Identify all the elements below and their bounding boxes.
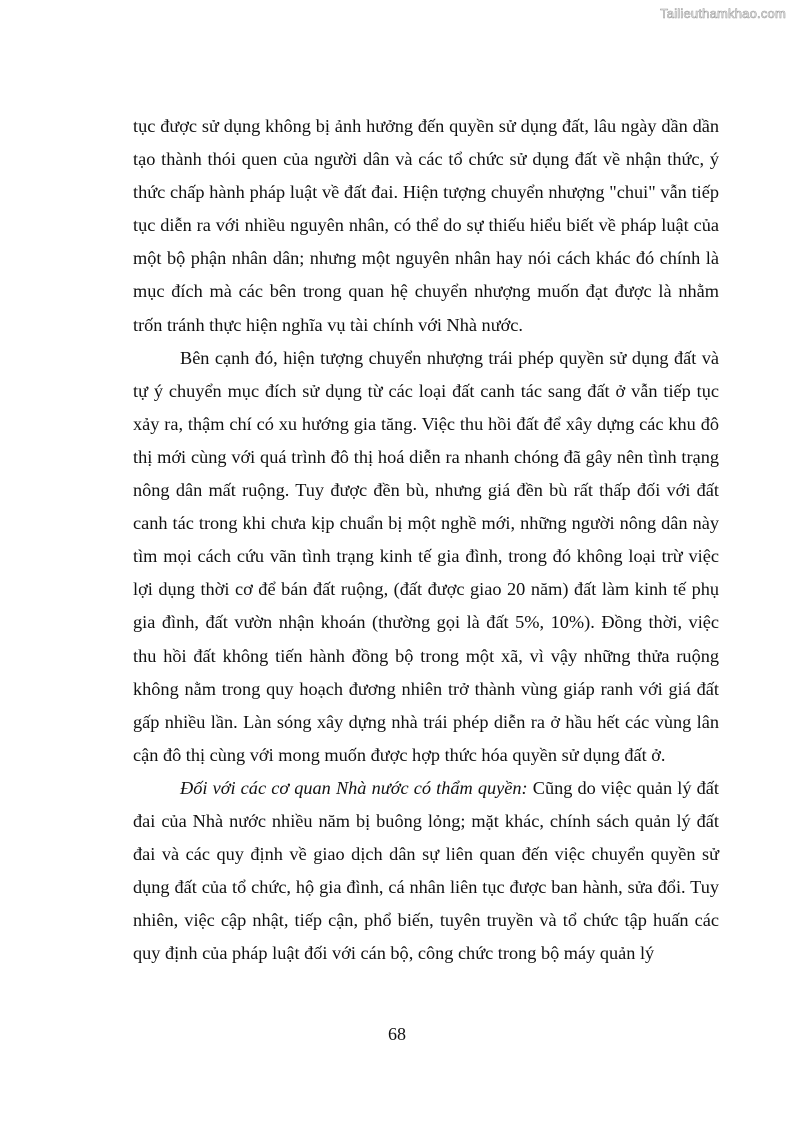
paragraph-continuation [133, 110, 719, 342]
watermark-text: Tailieuthamkhao.com [660, 6, 786, 21]
paragraph-illegal-transfer [133, 342, 719, 772]
paragraph-lead-italic: Đối với các cơ quan Nhà nước có thẩm quyền: [180, 777, 528, 798]
paragraph-text: Cũng do việc quản lý đất đai của Nhà nước nhiều năm bị buông lỏng; mặt khác, chính sách quản lý đất đai và các quy định về giao dịch dân sự liên quan đến việc chuyển quyền sử dụng đất của tổ chức, hộ gia đình, cá nhân liên tục được ban hành, sửa đổi. Tuy nhiên, việc cập nhật, tiếp cận, phổ biến, tuyên truyền và tổ chức tập huấn các quy định của pháp luật đối với cán bộ, công chức trong bộ máy quản lý [133, 777, 719, 964]
paragraph-text: Bên cạnh đó, hiện tượng chuyển nhượng trái phép quyền sử dụng đất và tự ý chuyển mục đích sử dụng từ các loại đất canh tác sang đất ở vẫn tiếp tục xảy ra, thậm chí có xu hướng gia tăng. Việc thu hồi đất để xây dựng các khu đô thị mới cùng với quá trình đô thị hoá diễn ra nhanh chóng đã gây nên tình trạng nông dân mất ruộng. Tuy được đền bù, nhưng giá đền bù rất thấp đối với đất canh tác trong khi chưa kịp chuẩn bị một nghề mới, những người nông dân này tìm mọi cách cứu vãn tình trạng kinh tế gia đình, trong đó không loại trừ việc lợi dụng thời cơ để bán đất ruộng, (đất được giao 20 năm) đất làm kinh tế phụ gia đình, đất vườn nhận khoán (thường gọi là đất 5%, 10%). Đồng thời, việc thu hồi đất không tiến hành đồng bộ trong một xã, vì vậy những thửa ruộng không nằm trong quy hoạch đương nhiên trở thành vùng giáp ranh với giá đất gấp nhiều lần. Làn sóng xây dựng nhà trái phép diễn ra ở hầu hết các vùng lân cận đô thị cùng với mong muốn được hợp thức hóa quyền sử dụng đất ở. [133, 347, 719, 765]
paragraph-state-agencies [133, 772, 719, 971]
paragraph-text: tục được sử dụng không bị ảnh hưởng đến quyền sử dụng đất, lâu ngày dần dần tạo thành thói quen của người dân và các tổ chức sử dụng đất về nhận thức, ý thức chấp hành pháp luật về đất đai. Hiện tượng chuyển nhượng "chui" vẫn tiếp tục diễn ra với nhiều nguyên nhân, có thể do sự thiếu hiểu biết về pháp luật của một bộ phận nhân dân; nhưng một nguyên nhân hay nói cách khác đó chính là mục đích mà các bên trong quan hệ chuyển nhượng muốn đạt được là nhằm trốn tránh thực hiện nghĩa vụ tài chính với Nhà nước. [133, 116, 719, 335]
page-number: 68 [388, 1024, 406, 1044]
document-body [133, 110, 719, 970]
